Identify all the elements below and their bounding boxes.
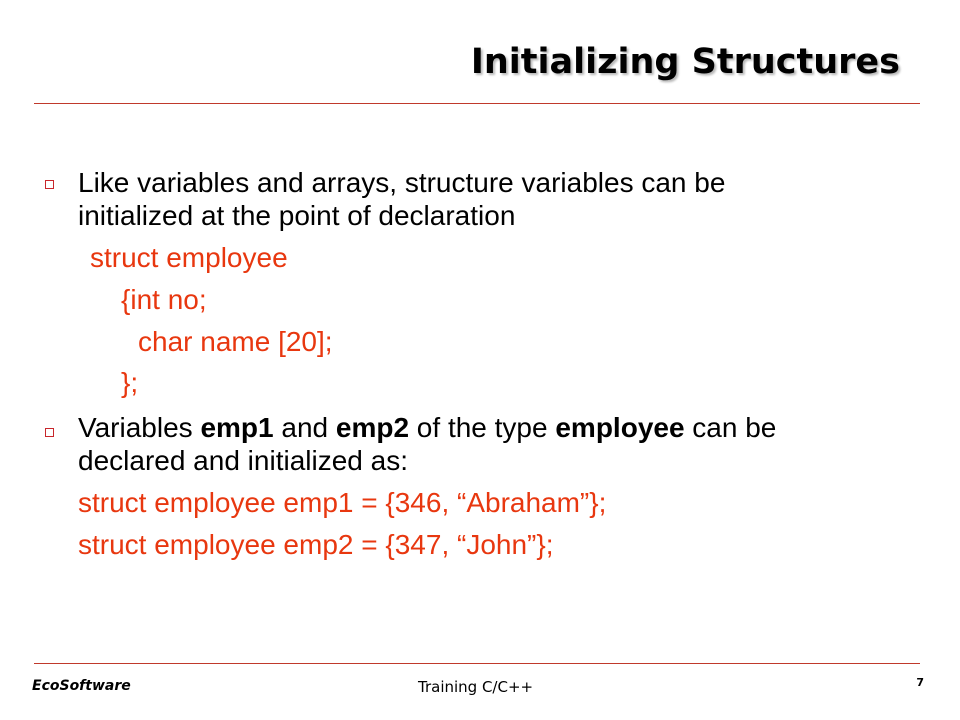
employee-keyword: employee (555, 412, 685, 443)
square-bullet-icon (45, 428, 54, 437)
bullet2-line1: Variables emp1 and emp2 of the type employee can be (78, 412, 777, 443)
code-field-name: char name [20]; (138, 326, 333, 357)
footer-course: Training C/C++ (418, 678, 534, 696)
title-divider (34, 103, 920, 104)
code-emp2-init: struct employee emp2 = {347, “John”}; (78, 529, 554, 560)
footer-brand: EcoSoftware (32, 678, 131, 694)
square-bullet-icon (45, 180, 54, 189)
bullet1-line1: Like variables and arrays, structure variables can be (78, 167, 726, 198)
code-emp1-init: struct employee emp1 = {346, “Abraham”}; (78, 487, 607, 518)
bullet2-line2: declared and initialized as: (78, 445, 408, 476)
code-struct-close: }; (121, 367, 139, 398)
footer-divider (34, 663, 920, 664)
slide-title: Initializing Structures (470, 42, 900, 82)
emp2-keyword: emp2 (335, 412, 410, 443)
page-number: 7 (916, 676, 924, 689)
bullet1-line2: initialized at the point of declaration (78, 200, 516, 231)
code-field-no: {int no; (121, 284, 207, 315)
emp1-keyword: emp1 (200, 412, 274, 443)
code-struct-decl: struct employee (90, 242, 288, 273)
